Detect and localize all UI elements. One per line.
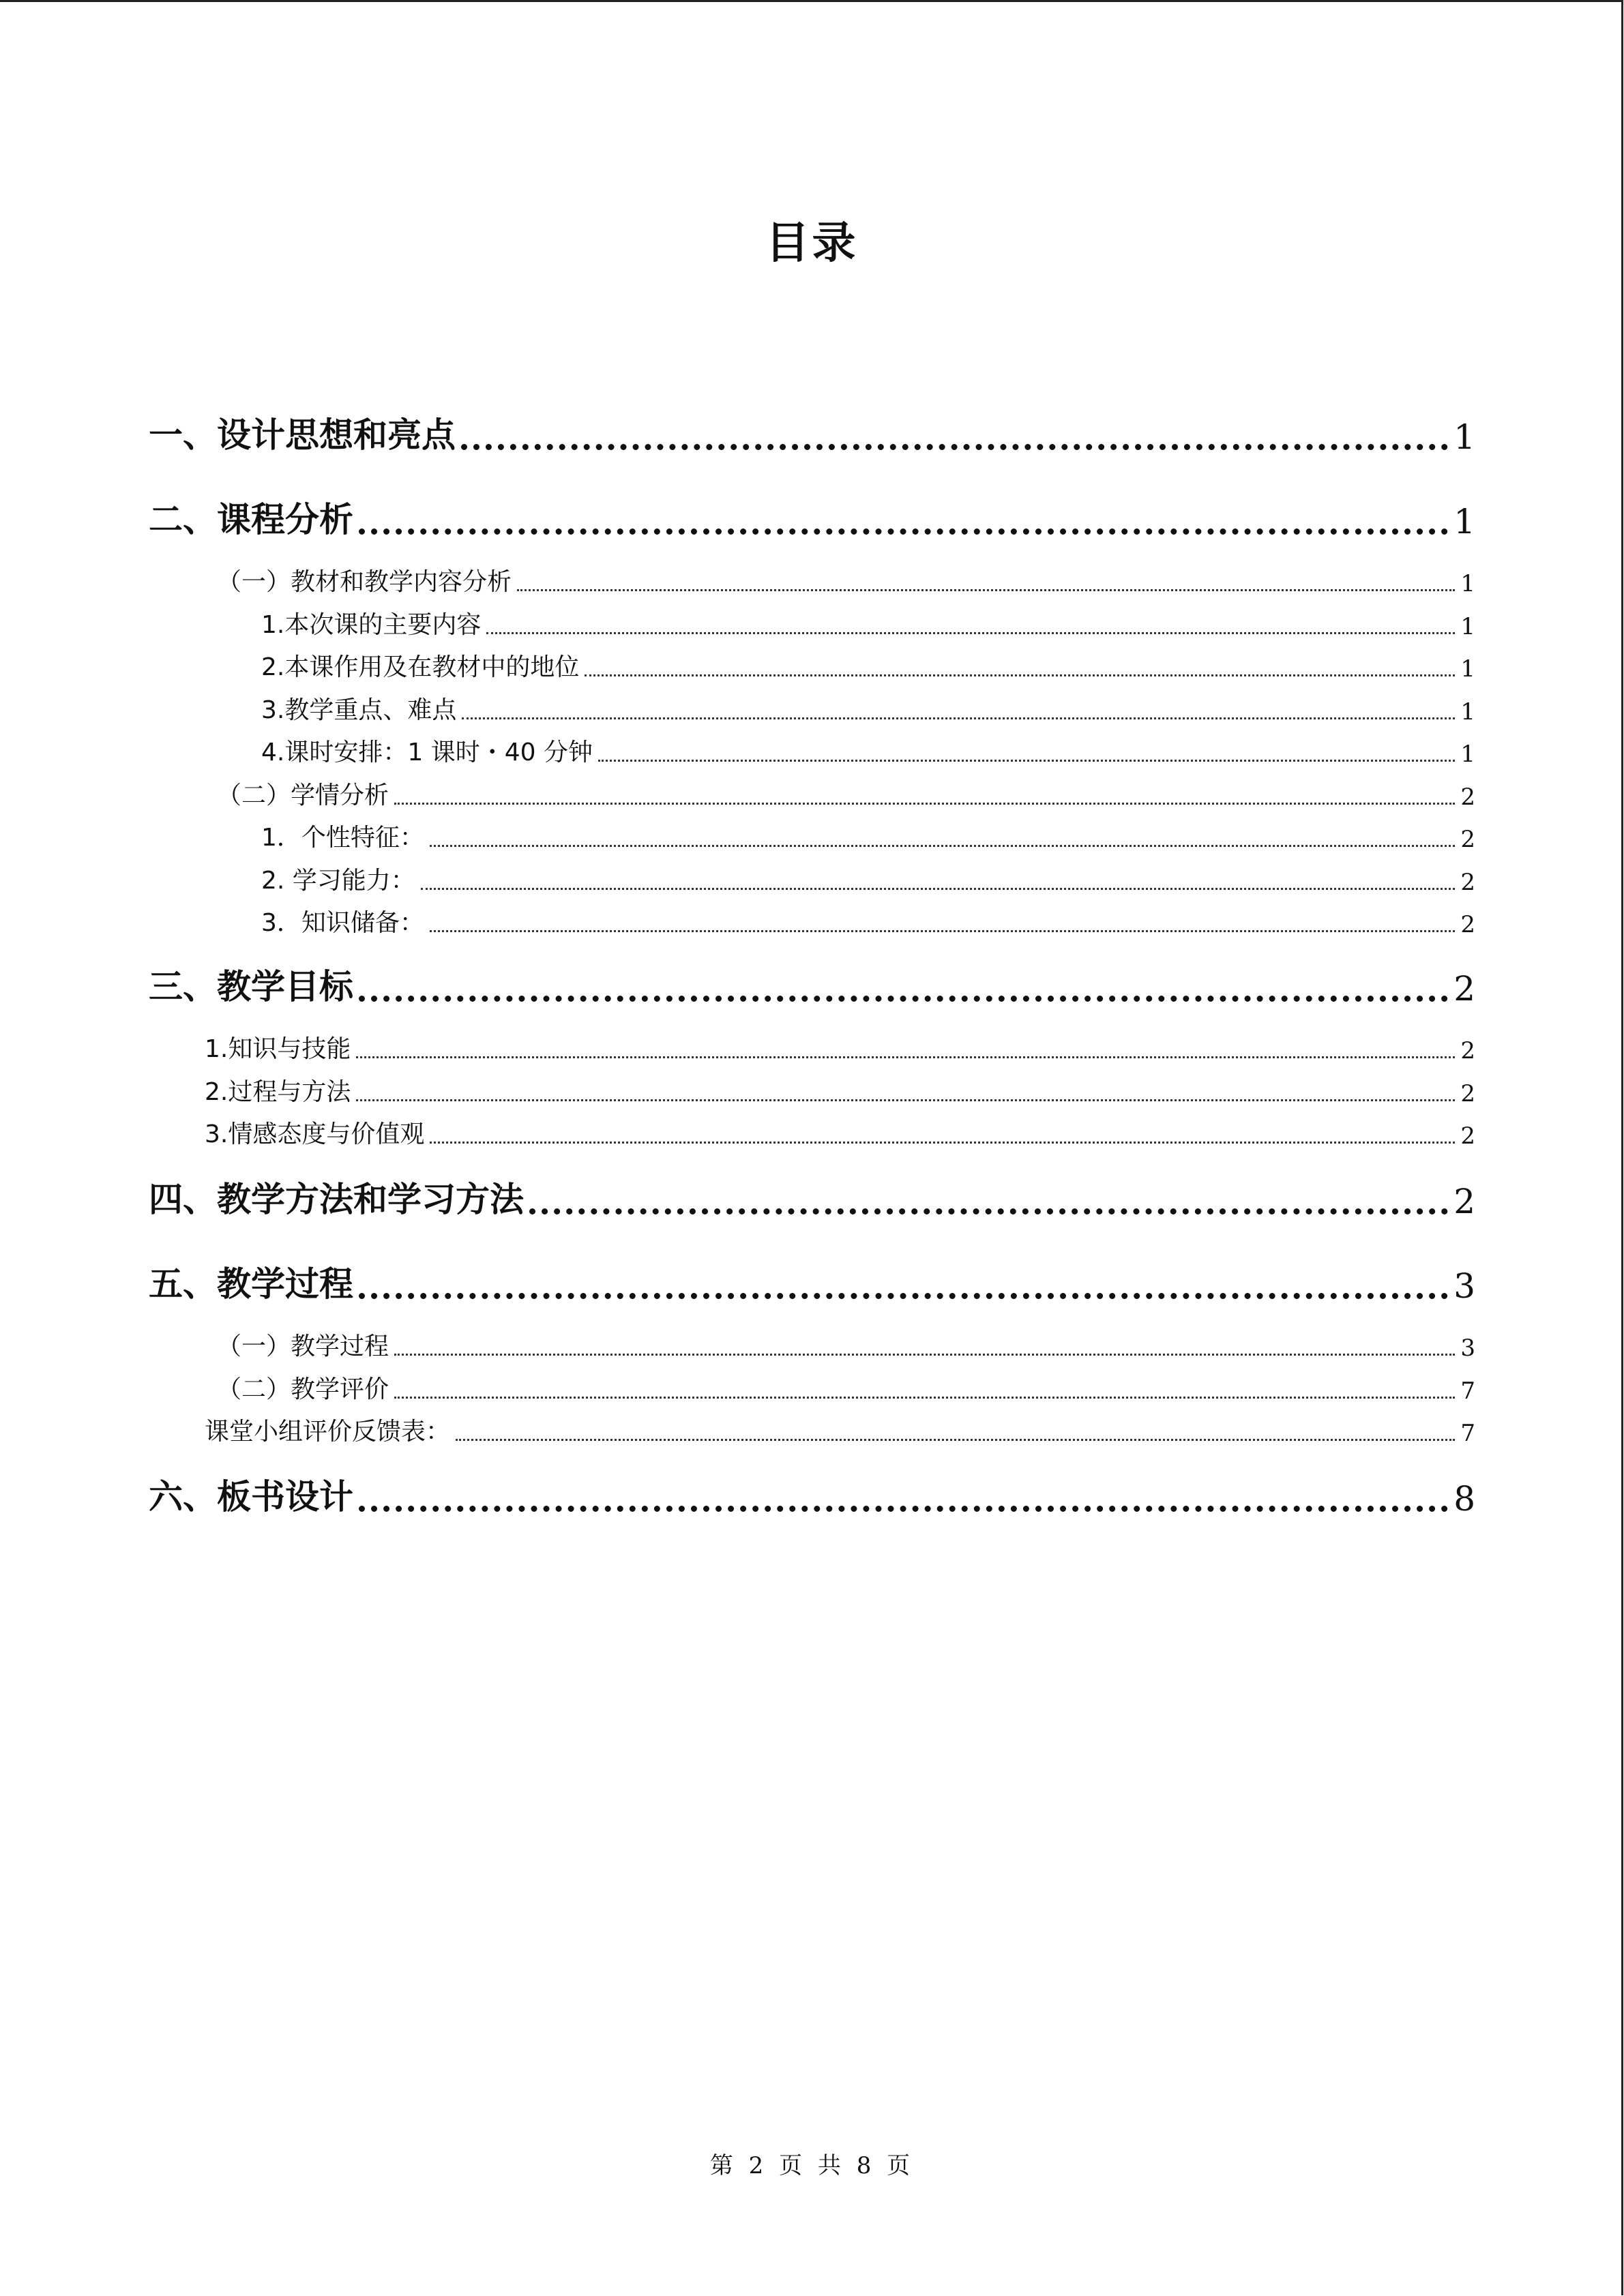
toc-entry-label: 4.课时安排：1 课时・40 分钟 — [261, 739, 593, 766]
toc-entry-label: 1．个性特征： — [261, 824, 424, 852]
toc-entry-label: 2.过程与方法 — [205, 1078, 351, 1106]
toc-entry-page: 2 — [1453, 969, 1475, 1009]
toc-entry-5-3[interactable] — [205, 1413, 1475, 1447]
toc-entry-label: （二）学情分析 — [217, 781, 389, 809]
toc-entry-4[interactable] — [149, 1172, 1475, 1221]
dot-leader — [359, 1506, 1448, 1512]
toc-entry-page: 2 — [1460, 826, 1475, 853]
toc-entry-page: 8 — [1453, 1479, 1475, 1519]
toc-entry-2[interactable] — [149, 492, 1475, 541]
page-title: 目录 — [765, 218, 859, 269]
toc-entry-5[interactable] — [149, 1257, 1475, 1306]
dot-leader — [430, 1142, 1455, 1144]
toc-entry-label: 六、板书设计 — [149, 1477, 353, 1517]
dot-leader — [430, 930, 1455, 932]
toc-entry-label: （一）教学过程 — [217, 1332, 389, 1360]
dot-leader — [462, 717, 1455, 719]
toc-entry-label: 3.教学重点、难点 — [261, 696, 457, 724]
toc-entry-3-3[interactable] — [205, 1116, 1475, 1150]
toc-entry-page: 2 — [1453, 1182, 1475, 1221]
toc-entry-5-1[interactable] — [217, 1328, 1475, 1362]
dot-leader — [394, 803, 1455, 805]
toc-entry-page: 3 — [1453, 1266, 1475, 1306]
dot-leader — [430, 845, 1455, 847]
toc-entry-label: 2.本课作用及在教材中的地位 — [261, 653, 580, 681]
dot-leader — [486, 632, 1455, 634]
toc-entry-page: 2 — [1460, 1122, 1475, 1150]
toc-entry-page: 2 — [1460, 869, 1475, 896]
dot-leader — [585, 674, 1455, 676]
toc-entry-label: 1.本次课的主要内容 — [261, 611, 482, 639]
toc-entry-3-1[interactable] — [205, 1030, 1475, 1064]
dot-leader — [529, 1208, 1448, 1214]
toc-entry-2-2-3[interactable] — [261, 904, 1475, 938]
toc-entry-label: （一）教材和教学内容分析 — [217, 568, 512, 596]
toc-entry-label: （二）教学评价 — [217, 1375, 389, 1403]
toc-entry-label: 课堂小组评价反馈表： — [205, 1418, 451, 1446]
dot-leader — [394, 1354, 1455, 1356]
toc-entry-label: 3．知识储备： — [261, 909, 424, 937]
dot-leader — [421, 888, 1456, 890]
toc-entry-page: 1 — [1460, 741, 1475, 768]
toc-entry-label: 2. 学习能力： — [261, 867, 415, 895]
toc-entry-label: 五、教学过程 — [149, 1264, 353, 1304]
dot-leader — [356, 1099, 1455, 1101]
toc-entry-3[interactable] — [149, 959, 1475, 1009]
dot-leader — [598, 760, 1455, 762]
toc-entry-page: 2 — [1460, 784, 1475, 811]
toc-entry-6[interactable] — [149, 1470, 1475, 1519]
toc-entry-page: 1 — [1460, 655, 1475, 683]
toc-entry-2-1[interactable] — [217, 563, 1475, 597]
toc-entry-1[interactable] — [149, 408, 1475, 457]
toc-entry-page: 1 — [1460, 570, 1475, 597]
toc-entry-2-2-2[interactable] — [261, 862, 1475, 896]
dot-leader — [359, 1293, 1448, 1299]
dot-leader — [461, 444, 1448, 450]
toc-entry-label: 四、教学方法和学习方法 — [149, 1180, 524, 1219]
toc-entry-2-1-4[interactable] — [261, 734, 1475, 768]
toc-entry-page: 2 — [1460, 1080, 1475, 1107]
dot-leader — [517, 589, 1455, 591]
dot-leader — [394, 1397, 1455, 1399]
toc-entry-label: 二、课程分析 — [149, 500, 353, 539]
toc-entry-page: 1 — [1460, 698, 1475, 726]
page-footer: 第 2 页 共 8 页 — [709, 2152, 915, 2179]
toc-entry-5-2[interactable] — [217, 1371, 1475, 1405]
toc-entry-page: 2 — [1460, 1037, 1475, 1064]
toc-entry-page: 1 — [1453, 502, 1475, 541]
toc-entry-2-1-1[interactable] — [261, 606, 1475, 640]
toc-entry-page: 1 — [1460, 613, 1475, 640]
toc-entry-page: 3 — [1460, 1335, 1475, 1362]
dot-leader — [359, 996, 1448, 1002]
dot-leader — [356, 1056, 1455, 1058]
toc-entry-2-1-3[interactable] — [261, 691, 1475, 726]
toc-entry-2-2-1[interactable] — [261, 819, 1475, 853]
toc-entry-label: 1.知识与技能 — [205, 1035, 351, 1063]
dot-leader — [359, 528, 1448, 535]
toc-entry-label: 一、设计思想和亮点 — [149, 415, 456, 455]
toc-entry-2-1-2[interactable] — [261, 648, 1475, 683]
toc-entry-page: 2 — [1460, 911, 1475, 938]
dot-leader — [456, 1439, 1455, 1441]
toc-entry-page: 1 — [1453, 417, 1475, 457]
toc-entry-2-2[interactable] — [217, 777, 1475, 811]
toc-entry-label: 3.情感态度与价值观 — [205, 1120, 425, 1148]
toc-entry-page: 7 — [1460, 1377, 1475, 1405]
toc-entry-page: 7 — [1460, 1420, 1475, 1447]
toc-entry-3-2[interactable] — [205, 1073, 1475, 1107]
toc-entry-label: 三、教学目标 — [149, 967, 353, 1007]
